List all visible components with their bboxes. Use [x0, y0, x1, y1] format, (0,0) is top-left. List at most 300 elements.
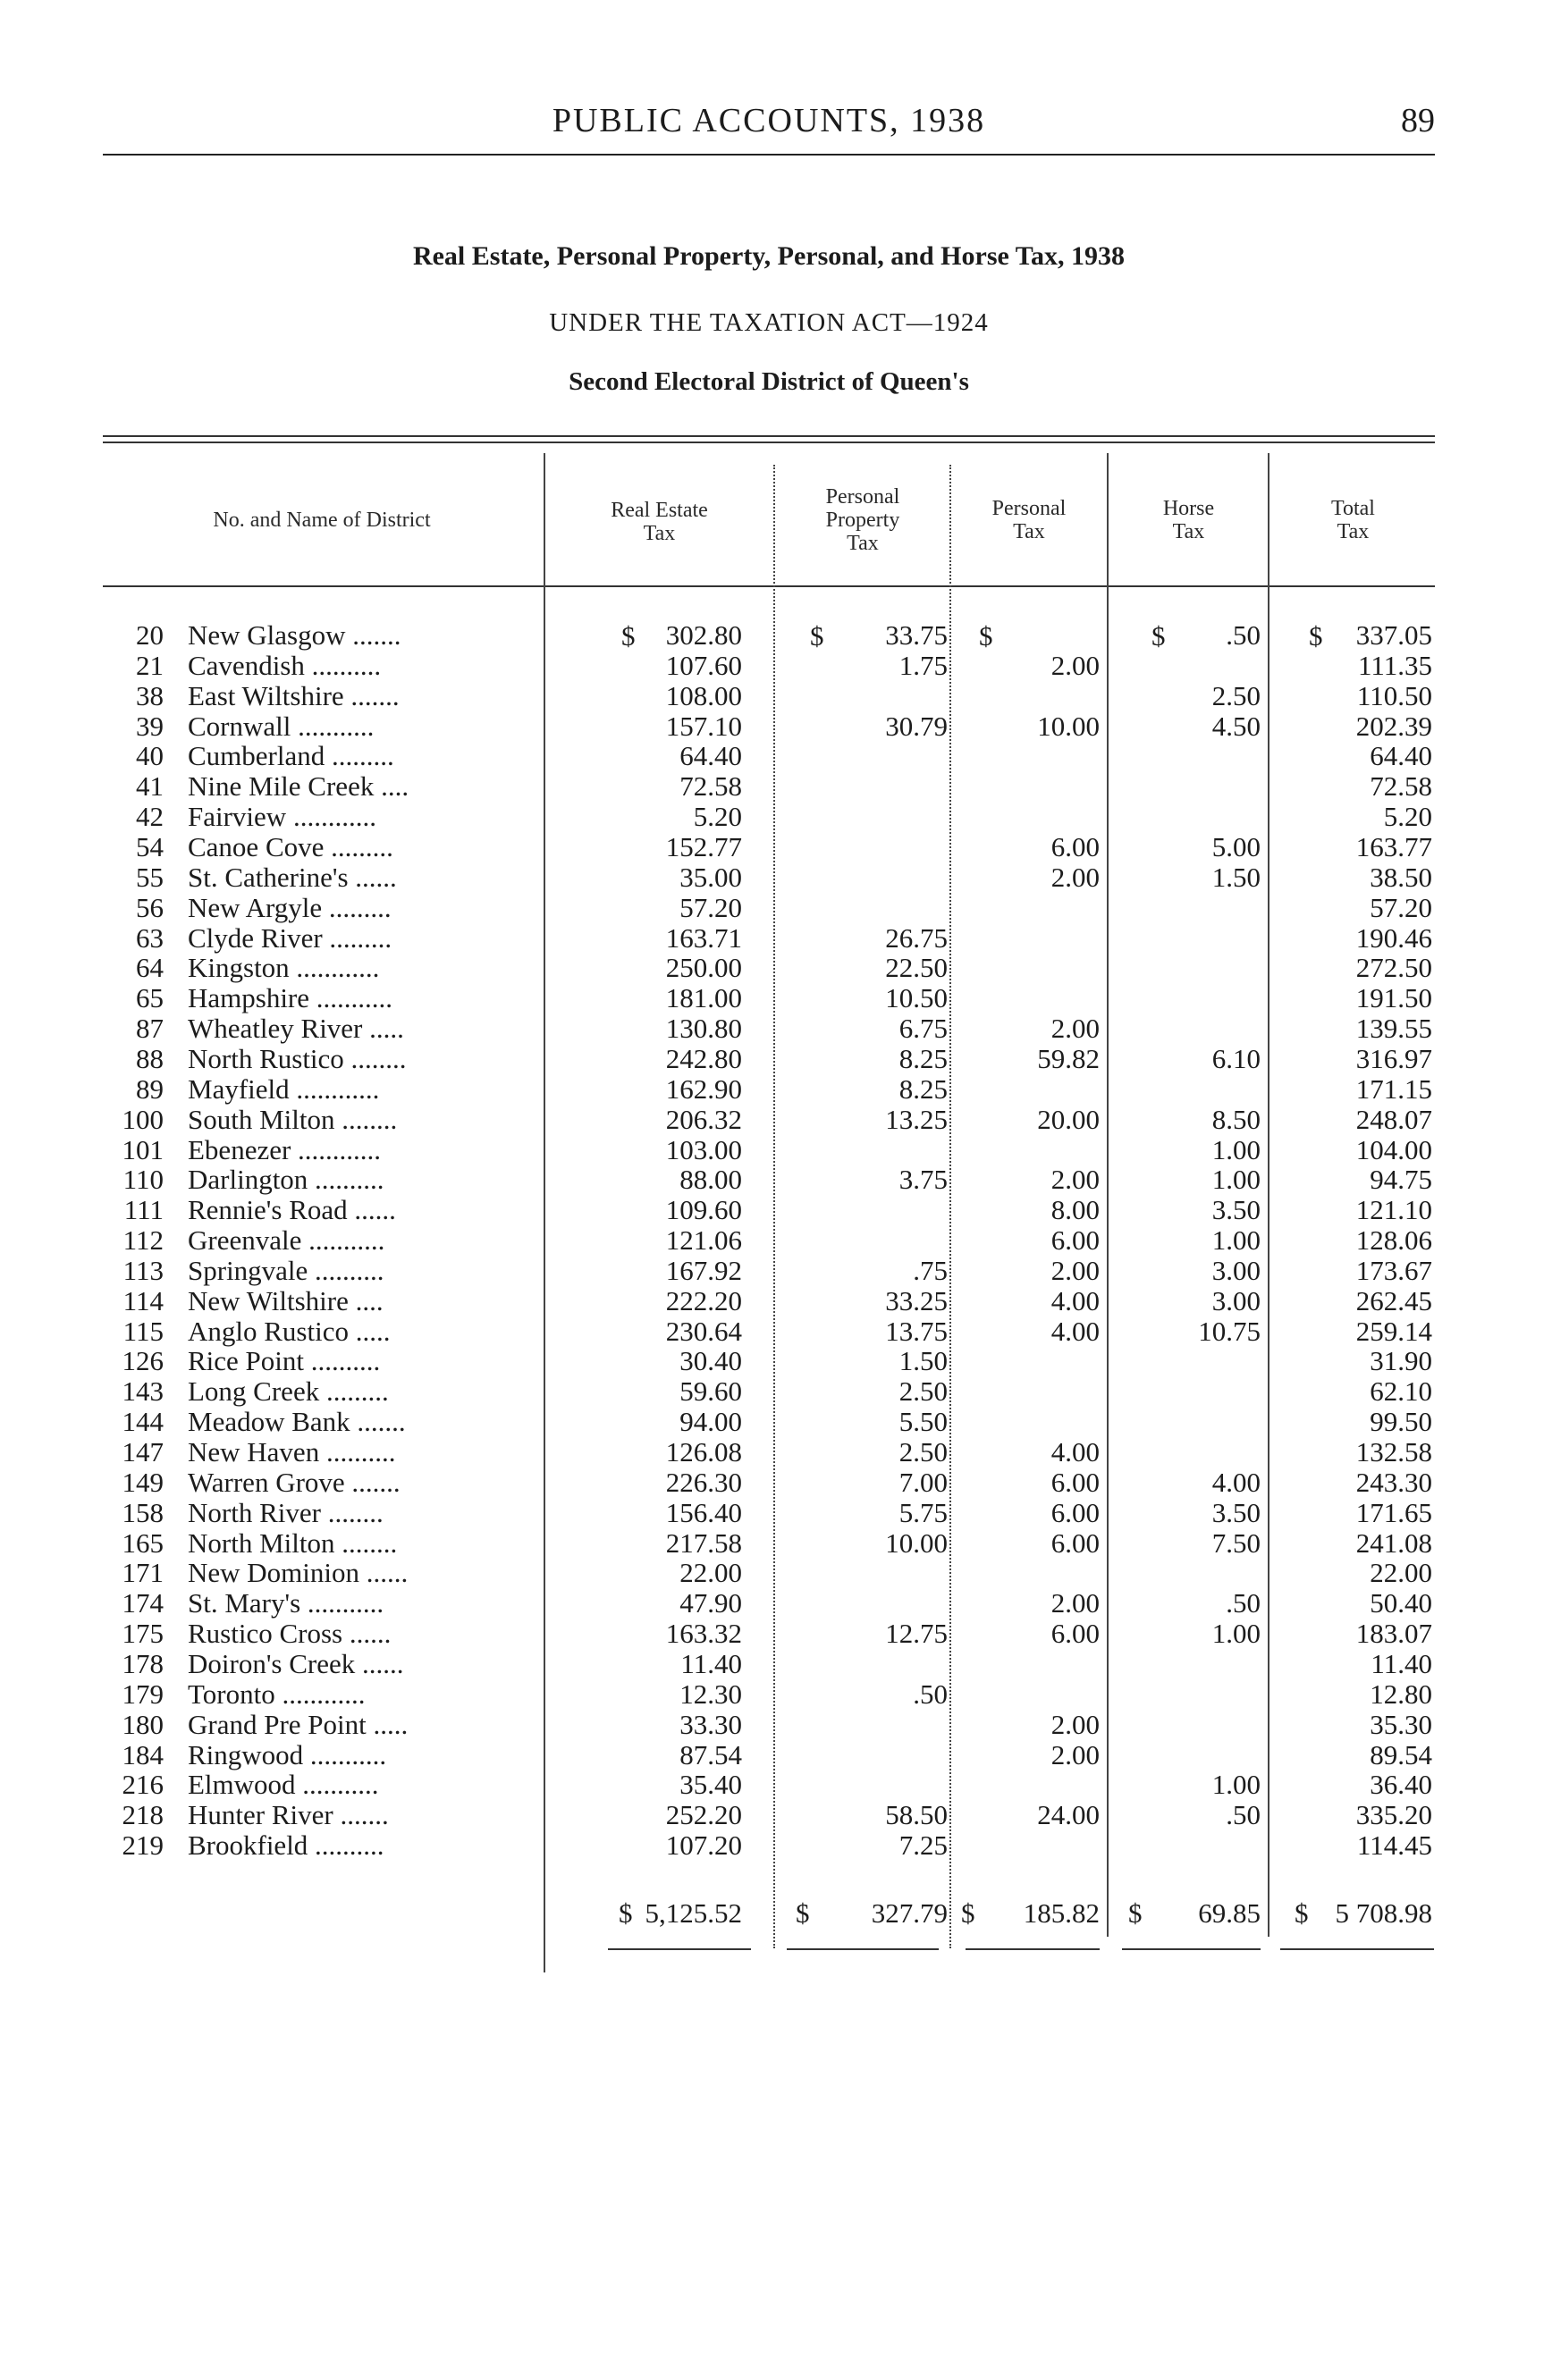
district-name: Hunter River ....... — [188, 1800, 389, 1831]
real-estate-tax: 242.80 — [665, 1042, 742, 1074]
personal-tax: 2.00 — [1050, 1587, 1100, 1619]
district-name: Darlington .......... — [188, 1165, 384, 1196]
total-tax: 248.07 — [1355, 1103, 1432, 1135]
district-name: Cavendish .......... — [188, 650, 382, 681]
currency-symbol: $ — [1295, 1897, 1309, 1929]
personal-property-tax: 58.50 — [885, 1799, 948, 1831]
district-number: 100 — [122, 1103, 164, 1135]
district-name: Elmwood ........... — [188, 1770, 379, 1801]
horse-tax: 1.00 — [1211, 1164, 1261, 1196]
total-horse: 69.85 — [1198, 1897, 1261, 1929]
total-tax: 104.00 — [1355, 1133, 1432, 1165]
currency-symbol: $ — [1128, 1897, 1143, 1929]
currency-symbol: $ — [796, 1897, 810, 1929]
total-tax: 62.10 — [1370, 1375, 1432, 1408]
district-name: Rice Point .......... — [188, 1346, 381, 1377]
personal-tax: 6.00 — [1050, 1496, 1100, 1528]
personal-property-tax: 7.25 — [898, 1829, 948, 1861]
personal-tax: 4.00 — [1050, 1284, 1100, 1316]
real-estate-tax: 72.58 — [679, 770, 742, 803]
district-number: 111 — [123, 1194, 164, 1226]
personal-tax: 24.00 — [1037, 1799, 1100, 1831]
table-row — [0, 1649, 1552, 1679]
personal-property-tax: 6.75 — [898, 1013, 948, 1044]
district-number: 175 — [122, 1618, 164, 1649]
personal-property-tax: 3.75 — [898, 1164, 948, 1196]
district-number: 89 — [136, 1072, 164, 1105]
table-row — [0, 651, 1552, 681]
table-row — [0, 1256, 1552, 1286]
total-tax: 272.50 — [1355, 952, 1432, 984]
horse-tax: 3.50 — [1211, 1496, 1261, 1528]
table-row — [0, 1316, 1552, 1347]
district-number: 101 — [122, 1133, 164, 1165]
real-estate-tax: 252.20 — [665, 1799, 742, 1831]
real-estate-tax: 163.71 — [665, 921, 742, 954]
district-name: Clyde River ......... — [188, 922, 392, 954]
header-rule — [103, 154, 1435, 156]
table-row — [0, 1800, 1552, 1830]
table-row — [0, 1044, 1552, 1074]
real-estate-tax: 217.58 — [665, 1526, 742, 1559]
district-name: South Milton ........ — [188, 1104, 398, 1135]
real-estate-tax: 121.06 — [665, 1224, 742, 1256]
personal-property-tax: .75 — [913, 1254, 948, 1286]
horse-tax: .50 — [1226, 619, 1261, 651]
total-tax: 132.58 — [1355, 1436, 1432, 1468]
totals-row — [0, 1896, 1552, 1930]
district-number: 219 — [122, 1829, 164, 1861]
total-tax: 191.50 — [1355, 982, 1432, 1014]
total-underline — [1122, 1948, 1261, 1950]
personal-tax: 2.00 — [1050, 1164, 1100, 1196]
total-tax: 110.50 — [1356, 679, 1432, 711]
personal-tax: 2.00 — [1050, 649, 1100, 681]
table-row — [0, 802, 1552, 832]
district-name: North Rustico ........ — [188, 1043, 407, 1074]
table-row — [0, 1770, 1552, 1800]
personal-property-tax: 1.50 — [898, 1345, 948, 1377]
grand-total: 5 708.98 — [1335, 1897, 1432, 1929]
total-tax: 163.77 — [1355, 831, 1432, 862]
table-row — [0, 681, 1552, 711]
personal-property-tax: 8.25 — [898, 1042, 948, 1074]
district-name: Doiron's Creek ...... — [188, 1648, 404, 1679]
total-tax: 57.20 — [1370, 891, 1432, 923]
district-number: 55 — [136, 861, 164, 893]
table-row — [0, 1740, 1552, 1770]
real-estate-tax: 30.40 — [679, 1345, 742, 1377]
table-row — [0, 983, 1552, 1013]
table-row — [0, 1407, 1552, 1437]
horse-tax: 3.50 — [1211, 1194, 1261, 1226]
real-estate-tax: 35.00 — [679, 861, 742, 893]
district-name: Grand Pre Point ..... — [188, 1709, 409, 1740]
total-tax: 12.80 — [1370, 1678, 1432, 1710]
real-estate-tax: 47.90 — [679, 1587, 742, 1619]
personal-tax: 10.00 — [1037, 710, 1100, 742]
horse-tax: 4.50 — [1211, 710, 1261, 742]
table-row — [0, 953, 1552, 983]
total-underline — [608, 1948, 751, 1950]
district-name: New Glasgow ....... — [188, 620, 401, 651]
personal-property-tax: 8.25 — [898, 1072, 948, 1105]
table-row — [0, 1195, 1552, 1225]
district-name: New Haven .......... — [188, 1437, 396, 1468]
district-name: Brookfield .......... — [188, 1830, 384, 1861]
real-estate-tax: 162.90 — [665, 1072, 742, 1105]
table-row — [0, 711, 1552, 742]
district-name: Greenvale ........... — [188, 1225, 385, 1256]
table-row — [0, 1710, 1552, 1740]
real-estate-tax: 107.60 — [665, 649, 742, 681]
personal-tax: 6.00 — [1050, 1526, 1100, 1559]
total-tax: 31.90 — [1370, 1345, 1432, 1377]
currency-symbol: $ — [621, 620, 636, 652]
real-estate-tax: 64.40 — [679, 740, 742, 772]
horse-tax: 7.50 — [1211, 1526, 1261, 1559]
district-number: 218 — [122, 1799, 164, 1831]
total-tax: 190.46 — [1355, 921, 1432, 954]
district-number: 21 — [136, 649, 164, 681]
currency-symbol: $ — [619, 1897, 633, 1929]
personal-property-tax: 30.79 — [885, 710, 948, 742]
column-header-name: No. and Name of District — [213, 509, 431, 532]
district-number: 126 — [122, 1345, 164, 1377]
currency-symbol: $ — [961, 1897, 975, 1929]
district-name: New Argyle ......... — [188, 892, 392, 923]
personal-property-tax: 10.50 — [885, 982, 948, 1014]
personal-tax: 8.00 — [1050, 1194, 1100, 1226]
district-number: 39 — [136, 710, 164, 742]
currency-symbol: $ — [810, 620, 824, 652]
table-row — [0, 1679, 1552, 1710]
horse-tax: 3.00 — [1211, 1284, 1261, 1316]
district-number: 56 — [136, 891, 164, 923]
district-number: 114 — [122, 1284, 164, 1316]
district-number: 216 — [122, 1769, 164, 1801]
horse-tax: 1.50 — [1211, 861, 1261, 893]
personal-tax: 6.00 — [1050, 1466, 1100, 1498]
district-name: St. Mary's ........... — [188, 1588, 384, 1619]
district-number: 144 — [122, 1406, 164, 1438]
district-name: Meadow Bank ....... — [188, 1407, 406, 1438]
total-tax: 114.45 — [1356, 1829, 1432, 1861]
real-estate-tax: 109.60 — [665, 1194, 742, 1226]
currency-symbol: $ — [1309, 620, 1323, 652]
real-estate-tax: 57.20 — [679, 891, 742, 923]
real-estate-tax: 103.00 — [665, 1133, 742, 1165]
personal-tax: 4.00 — [1050, 1436, 1100, 1468]
table-row — [0, 1498, 1552, 1528]
real-estate-tax: 206.32 — [665, 1103, 742, 1135]
column-header-total: Total Tax — [1331, 497, 1375, 543]
table-row — [0, 1619, 1552, 1649]
table-row — [0, 923, 1552, 954]
act-subtitle: UNDER THE TAXATION ACT—1924 — [549, 308, 989, 337]
real-estate-tax: 167.92 — [665, 1254, 742, 1286]
total-real-estate: 5,125.52 — [645, 1897, 742, 1929]
table-row — [0, 1013, 1552, 1044]
table-row — [0, 1558, 1552, 1588]
district-name: Rennie's Road ...... — [188, 1195, 396, 1226]
table-row — [0, 1135, 1552, 1165]
personal-property-tax: 2.50 — [898, 1375, 948, 1408]
table-top-rule — [103, 435, 1435, 437]
total-tax: 171.15 — [1355, 1072, 1432, 1105]
district-number: 87 — [136, 1013, 164, 1044]
personal-property-tax: 1.75 — [898, 649, 948, 681]
personal-tax: 2.00 — [1050, 1013, 1100, 1044]
personal-property-tax: 2.50 — [898, 1436, 948, 1468]
total-tax: 35.30 — [1370, 1708, 1432, 1740]
total-tax: 259.14 — [1355, 1315, 1432, 1347]
table-row — [0, 1286, 1552, 1316]
real-estate-tax: 59.60 — [679, 1375, 742, 1408]
horse-tax: 2.50 — [1211, 679, 1261, 711]
district-number: 174 — [122, 1587, 164, 1619]
personal-property-tax: 13.25 — [885, 1103, 948, 1135]
district-name: Springvale .......... — [188, 1255, 384, 1286]
total-tax: 262.45 — [1355, 1284, 1432, 1316]
district-number: 64 — [136, 952, 164, 984]
district-name: Canoe Cove ......... — [188, 832, 393, 862]
district-number: 110 — [122, 1164, 164, 1196]
district-name: Nine Mile Creek .... — [188, 771, 409, 803]
district-number: 143 — [122, 1375, 164, 1408]
district-name: Hampshire ........... — [188, 983, 393, 1014]
total-tax: 99.50 — [1370, 1406, 1432, 1438]
district-number: 42 — [136, 801, 164, 833]
district-number: 38 — [136, 679, 164, 711]
personal-property-tax: 13.75 — [885, 1315, 948, 1347]
horse-tax: 5.00 — [1211, 831, 1261, 862]
table-row — [0, 1437, 1552, 1468]
total-tax: 243.30 — [1355, 1466, 1432, 1498]
personal-tax: 4.00 — [1050, 1315, 1100, 1347]
district-number: 178 — [122, 1647, 164, 1679]
personal-property-tax: 22.50 — [885, 952, 948, 984]
personal-property-tax: 33.25 — [885, 1284, 948, 1316]
real-estate-tax: 87.54 — [679, 1738, 742, 1770]
total-tax: 337.05 — [1355, 619, 1432, 651]
table-row — [0, 741, 1552, 771]
personal-tax: 2.00 — [1050, 1738, 1100, 1770]
total-tax: 50.40 — [1370, 1587, 1432, 1619]
district-name: Rustico Cross ...... — [188, 1619, 392, 1649]
personal-property-tax: 10.00 — [885, 1526, 948, 1559]
district-name: Cornwall ........... — [188, 711, 375, 742]
currency-symbol: $ — [1151, 620, 1166, 652]
total-underline — [1280, 1948, 1434, 1950]
total-tax: 183.07 — [1355, 1618, 1432, 1649]
total-tax: 38.50 — [1370, 861, 1432, 893]
table-row — [0, 1346, 1552, 1376]
real-estate-tax: 94.00 — [679, 1406, 742, 1438]
real-estate-tax: 108.00 — [665, 679, 742, 711]
page-number: 89 — [1401, 102, 1435, 139]
total-tax: 5.20 — [1383, 801, 1432, 833]
district-name: New Wiltshire .... — [188, 1285, 384, 1316]
table-row — [0, 1528, 1552, 1559]
personal-property-tax: 5.75 — [898, 1496, 948, 1528]
table-title: Real Estate, Personal Property, Personal, and Horse Tax, 1938 — [412, 241, 1126, 271]
personal-tax: 6.00 — [1050, 1618, 1100, 1649]
real-estate-tax: 157.10 — [665, 710, 742, 742]
real-estate-tax: 33.30 — [679, 1708, 742, 1740]
district-name: Ringwood ........... — [188, 1739, 387, 1770]
district-name: Toronto ............ — [188, 1678, 366, 1710]
total-tax: 171.65 — [1355, 1496, 1432, 1528]
district-number: 40 — [136, 740, 164, 772]
district-number: 113 — [122, 1254, 164, 1286]
district-number: 88 — [136, 1042, 164, 1074]
district-number: 112 — [122, 1224, 164, 1256]
table-row — [0, 862, 1552, 893]
real-estate-tax: 250.00 — [665, 952, 742, 984]
personal-property-tax: 12.75 — [885, 1618, 948, 1649]
real-estate-tax: 226.30 — [665, 1466, 742, 1498]
total-tax: 11.40 — [1371, 1647, 1432, 1679]
column-header-horse: Horse Tax — [1162, 497, 1215, 543]
district-name: Long Creek ......... — [188, 1376, 389, 1408]
district-number: 158 — [122, 1496, 164, 1528]
personal-property-tax: 26.75 — [885, 921, 948, 954]
personal-tax: 59.82 — [1037, 1042, 1100, 1074]
district-name: Wheatley River ..... — [188, 1013, 404, 1044]
total-tax: 89.54 — [1370, 1738, 1432, 1770]
district-number: 180 — [122, 1708, 164, 1740]
horse-tax: .50 — [1226, 1799, 1261, 1831]
table-row — [0, 1165, 1552, 1195]
horse-tax: 1.00 — [1211, 1133, 1261, 1165]
table-row — [0, 1588, 1552, 1619]
real-estate-tax: 156.40 — [665, 1496, 742, 1528]
currency-symbol: $ — [979, 620, 993, 652]
personal-tax: 2.00 — [1050, 1254, 1100, 1286]
table-row — [0, 1105, 1552, 1135]
table-top-rule-2 — [103, 442, 1435, 443]
horse-tax: 10.75 — [1198, 1315, 1261, 1347]
district-name: Cumberland ......... — [188, 741, 394, 772]
district-name: North River ........ — [188, 1497, 384, 1528]
district-number: 184 — [122, 1738, 164, 1770]
district-number: 179 — [122, 1678, 164, 1710]
personal-tax: 2.00 — [1050, 861, 1100, 893]
total-tax: 111.35 — [1358, 649, 1432, 681]
total-personal: 185.82 — [1023, 1897, 1100, 1929]
personal-tax: 20.00 — [1037, 1103, 1100, 1135]
district-number: 115 — [122, 1315, 164, 1347]
district-name: New Dominion ...... — [188, 1558, 409, 1589]
column-header-real-estate: Real Estate Tax — [611, 499, 708, 545]
real-estate-tax: 222.20 — [665, 1284, 742, 1316]
district-number: 20 — [136, 619, 164, 651]
total-tax: 316.97 — [1355, 1042, 1432, 1074]
total-tax: 36.40 — [1370, 1769, 1432, 1801]
total-tax: 241.08 — [1355, 1526, 1432, 1559]
district-subtitle: Second Electoral District of Queen's — [569, 367, 969, 396]
district-number: 54 — [136, 831, 164, 862]
table-row — [0, 1376, 1552, 1407]
real-estate-tax: 302.80 — [665, 619, 742, 651]
district-name: Anglo Rustico ..... — [188, 1316, 391, 1347]
horse-tax: 8.50 — [1211, 1103, 1261, 1135]
real-estate-tax: 35.40 — [679, 1769, 742, 1801]
real-estate-tax: 5.20 — [693, 801, 742, 833]
table-row — [0, 620, 1552, 651]
total-underline — [966, 1948, 1100, 1950]
header-bottom-rule — [103, 585, 1435, 587]
real-estate-tax: 88.00 — [679, 1164, 742, 1196]
district-name: East Wiltshire ....... — [188, 680, 400, 711]
real-estate-tax: 230.64 — [665, 1315, 742, 1347]
district-name: North Milton ........ — [188, 1527, 398, 1559]
horse-tax: 1.00 — [1211, 1618, 1261, 1649]
column-header-personal: Personal Tax — [991, 497, 1067, 543]
real-estate-tax: 107.20 — [665, 1829, 742, 1861]
table-row — [0, 771, 1552, 802]
table-row — [0, 1468, 1552, 1498]
district-number: 63 — [136, 921, 164, 954]
district-name: Warren Grove ....... — [188, 1467, 401, 1498]
district-name: Fairview ............ — [188, 802, 376, 833]
horse-tax: 3.00 — [1211, 1254, 1261, 1286]
horse-tax: .50 — [1226, 1587, 1261, 1619]
district-number: 147 — [122, 1436, 164, 1468]
personal-property-tax: 33.75 — [885, 619, 948, 651]
horse-tax: 6.10 — [1211, 1042, 1261, 1074]
table-row — [0, 1830, 1552, 1861]
horse-tax: 4.00 — [1211, 1466, 1261, 1498]
horse-tax: 1.00 — [1211, 1224, 1261, 1256]
total-personal-property: 327.79 — [871, 1897, 948, 1929]
total-tax: 94.75 — [1370, 1164, 1432, 1196]
real-estate-tax: 152.77 — [665, 831, 742, 862]
district-name: Kingston ............ — [188, 953, 380, 984]
table-row — [0, 893, 1552, 923]
personal-property-tax: .50 — [913, 1678, 948, 1710]
district-number: 65 — [136, 982, 164, 1014]
real-estate-tax: 22.00 — [679, 1557, 742, 1589]
total-tax: 335.20 — [1355, 1799, 1432, 1831]
column-header-personal-property: Personal Property Tax — [825, 485, 900, 555]
real-estate-tax: 181.00 — [665, 982, 742, 1014]
real-estate-tax: 12.30 — [679, 1678, 742, 1710]
personal-tax: 2.00 — [1050, 1708, 1100, 1740]
district-name: Mayfield ............ — [188, 1073, 380, 1105]
total-tax: 121.10 — [1355, 1194, 1432, 1226]
horse-tax: 1.00 — [1211, 1769, 1261, 1801]
total-tax: 173.67 — [1355, 1254, 1432, 1286]
real-estate-tax: 11.40 — [680, 1647, 742, 1679]
total-tax: 202.39 — [1355, 710, 1432, 742]
running-title: PUBLIC ACCOUNTS, 1938 — [552, 102, 986, 139]
table-row — [0, 832, 1552, 862]
table-row — [0, 1225, 1552, 1256]
total-tax: 72.58 — [1370, 770, 1432, 803]
real-estate-tax: 130.80 — [665, 1013, 742, 1044]
real-estate-tax: 163.32 — [665, 1618, 742, 1649]
district-number: 149 — [122, 1466, 164, 1498]
real-estate-tax: 126.08 — [665, 1436, 742, 1468]
page-header — [103, 94, 1435, 165]
total-tax: 139.55 — [1355, 1013, 1432, 1044]
total-tax: 128.06 — [1355, 1224, 1432, 1256]
personal-property-tax: 5.50 — [898, 1406, 948, 1438]
district-name: Ebenezer ............ — [188, 1134, 382, 1165]
district-number: 41 — [136, 770, 164, 803]
